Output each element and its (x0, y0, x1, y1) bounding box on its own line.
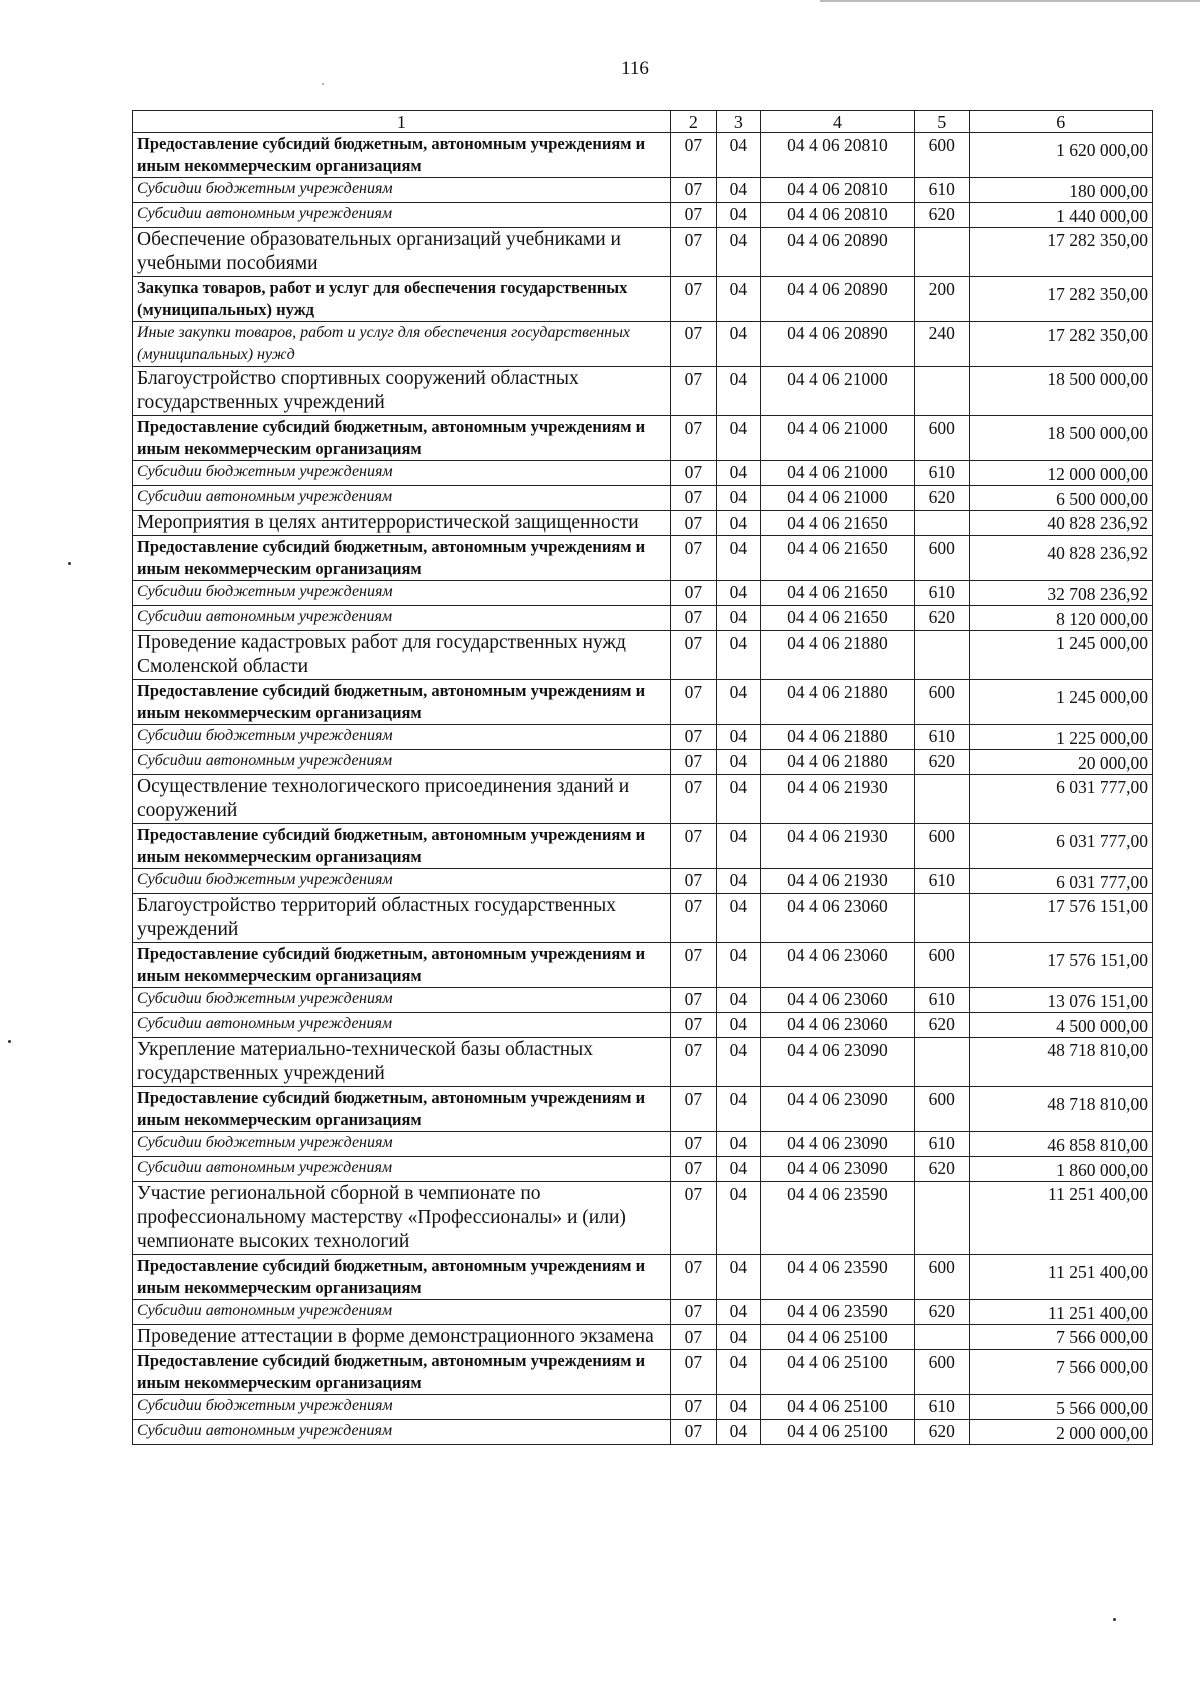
row-name-cell: Субсидии автономным учреждениям (133, 1013, 671, 1038)
row-name-cell: Предоставление субсидий бюджетным, автономным учреждениям и иным некоммерческим организациям (133, 536, 671, 581)
section-code-cell: 07 (670, 1038, 716, 1087)
amount-cell: 18 500 000,00 (969, 367, 1153, 416)
section-code-cell: 07 (670, 1300, 716, 1325)
section-code-cell: 07 (670, 581, 716, 606)
row-name-cell: Субсидии бюджетным учреждениям (133, 1132, 671, 1157)
amount-cell: 48 718 810,00 (969, 1038, 1153, 1087)
target-article-cell: 04 4 06 21880 (760, 680, 914, 725)
subsection-code-cell: 04 (716, 894, 760, 943)
expense-type-cell: 620 (915, 486, 970, 511)
target-article-cell: 04 4 06 21930 (760, 775, 914, 824)
expense-type-cell: 610 (915, 1395, 970, 1420)
target-article-cell: 04 4 06 20890 (760, 322, 914, 367)
table-row (133, 750, 1153, 775)
expense-type-cell: 620 (915, 750, 970, 775)
amount-cell: 11 251 400,00 (969, 1300, 1153, 1325)
table-body (133, 133, 1153, 1445)
column-number-1: 1 (133, 111, 671, 133)
expense-type-cell (915, 894, 970, 943)
subsection-code-cell: 04 (716, 1350, 760, 1395)
table-row (133, 203, 1153, 228)
table-row (133, 1300, 1153, 1325)
subsection-code-cell: 04 (716, 486, 760, 511)
amount-cell: 48 718 810,00 (969, 1087, 1153, 1132)
section-code-cell: 07 (670, 367, 716, 416)
amount-cell: 6 031 777,00 (969, 869, 1153, 894)
amount-cell: 1 440 000,00 (969, 203, 1153, 228)
target-article-cell: 04 4 06 21000 (760, 367, 914, 416)
target-article-cell: 04 4 06 23060 (760, 894, 914, 943)
target-article-cell: 04 4 06 25100 (760, 1350, 914, 1395)
subsection-code-cell: 04 (716, 203, 760, 228)
subsection-code-cell: 04 (716, 277, 760, 322)
subsection-code-cell: 04 (716, 775, 760, 824)
table-row (133, 943, 1153, 988)
section-code-cell: 07 (670, 203, 716, 228)
row-name-cell: Предоставление субсидий бюджетным, автономным учреждениям и иным некоммерческим организациям (133, 680, 671, 725)
section-code-cell: 07 (670, 943, 716, 988)
subsection-code-cell: 04 (716, 1395, 760, 1420)
section-code-cell: 07 (670, 869, 716, 894)
expense-type-cell: 600 (915, 133, 970, 178)
scan-top-edge-line (820, 0, 1200, 2)
amount-cell: 7 566 000,00 (969, 1350, 1153, 1395)
table-row (133, 869, 1153, 894)
expense-type-cell: 610 (915, 869, 970, 894)
row-name-cell: Проведение аттестации в форме демонстрационного экзамена (133, 1325, 671, 1350)
subsection-code-cell: 04 (716, 416, 760, 461)
subsection-code-cell: 04 (716, 1038, 760, 1087)
target-article-cell: 04 4 06 21650 (760, 536, 914, 581)
row-name-cell: Субсидии бюджетным учреждениям (133, 461, 671, 486)
table-row (133, 581, 1153, 606)
subsection-code-cell: 04 (716, 1325, 760, 1350)
amount-cell: 13 076 151,00 (969, 988, 1153, 1013)
subsection-code-cell: 04 (716, 1087, 760, 1132)
row-name-cell: Предоставление субсидий бюджетным, автономным учреждениям и иным некоммерческим организациям (133, 943, 671, 988)
row-name-cell: Субсидии автономным учреждениям (133, 1420, 671, 1445)
target-article-cell: 04 4 06 21650 (760, 606, 914, 631)
row-name-cell: Предоставление субсидий бюджетным, автономным учреждениям и иным некоммерческим организациям (133, 1350, 671, 1395)
section-code-cell: 07 (670, 988, 716, 1013)
amount-cell: 11 251 400,00 (969, 1255, 1153, 1300)
expense-type-cell: 600 (915, 1087, 970, 1132)
section-code-cell: 07 (670, 536, 716, 581)
section-code-cell: 07 (670, 1013, 716, 1038)
expense-type-cell (915, 228, 970, 277)
row-name-cell: Субсидии бюджетным учреждениям (133, 581, 671, 606)
subsection-code-cell: 04 (716, 1132, 760, 1157)
target-article-cell: 04 4 06 25100 (760, 1420, 914, 1445)
table-row (133, 277, 1153, 322)
scan-speck (1113, 1618, 1116, 1621)
row-name-cell: Благоустройство спортивных сооружений областных государственных учреждений (133, 367, 671, 416)
amount-cell: 8 120 000,00 (969, 606, 1153, 631)
row-name-cell: Предоставление субсидий бюджетным, автономным учреждениям и иным некоммерческим организациям (133, 824, 671, 869)
subsection-code-cell: 04 (716, 988, 760, 1013)
amount-cell: 11 251 400,00 (969, 1182, 1153, 1255)
subsection-code-cell: 04 (716, 367, 760, 416)
target-article-cell: 04 4 06 20810 (760, 133, 914, 178)
section-code-cell: 07 (670, 606, 716, 631)
expense-type-cell (915, 511, 970, 536)
table-row (133, 631, 1153, 680)
amount-cell: 1 245 000,00 (969, 680, 1153, 725)
row-name-cell: Субсидии автономным учреждениям (133, 1157, 671, 1182)
section-code-cell: 07 (670, 1182, 716, 1255)
expense-type-cell: 600 (915, 943, 970, 988)
target-article-cell: 04 4 06 23590 (760, 1255, 914, 1300)
expense-type-cell (915, 775, 970, 824)
amount-cell: 12 000 000,00 (969, 461, 1153, 486)
table-row (133, 1255, 1153, 1300)
subsection-code-cell: 04 (716, 1013, 760, 1038)
expense-type-cell: 620 (915, 1157, 970, 1182)
target-article-cell: 04 4 06 23090 (760, 1038, 914, 1087)
target-article-cell: 04 4 06 21000 (760, 486, 914, 511)
subsection-code-cell: 04 (716, 322, 760, 367)
amount-cell: 7 566 000,00 (969, 1325, 1153, 1350)
table-row (133, 178, 1153, 203)
scan-speck (322, 83, 324, 85)
amount-cell: 40 828 236,92 (969, 511, 1153, 536)
subsection-code-cell: 04 (716, 824, 760, 869)
expense-type-cell: 600 (915, 536, 970, 581)
target-article-cell: 04 4 06 23090 (760, 1087, 914, 1132)
section-code-cell: 07 (670, 680, 716, 725)
amount-cell: 1 225 000,00 (969, 725, 1153, 750)
row-name-cell: Субсидии автономным учреждениям (133, 750, 671, 775)
subsection-code-cell: 04 (716, 536, 760, 581)
expense-type-cell: 620 (915, 1420, 970, 1445)
amount-cell: 17 282 350,00 (969, 322, 1153, 367)
target-article-cell: 04 4 06 20810 (760, 203, 914, 228)
row-name-cell: Мероприятия в целях антитеррористической защищенности (133, 511, 671, 536)
target-article-cell: 04 4 06 21880 (760, 631, 914, 680)
table-row (133, 416, 1153, 461)
subsection-code-cell: 04 (716, 1255, 760, 1300)
column-number-6: 6 (969, 111, 1153, 133)
row-name-cell: Закупка товаров, работ и услуг для обеспечения государственных (муниципальных) нужд (133, 277, 671, 322)
table-row (133, 1182, 1153, 1255)
table-row (133, 228, 1153, 277)
row-name-cell: Субсидии бюджетным учреждениям (133, 988, 671, 1013)
section-code-cell: 07 (670, 1350, 716, 1395)
section-code-cell: 07 (670, 461, 716, 486)
section-code-cell: 07 (670, 775, 716, 824)
target-article-cell: 04 4 06 21880 (760, 750, 914, 775)
amount-cell: 18 500 000,00 (969, 416, 1153, 461)
table-row (133, 367, 1153, 416)
amount-cell: 32 708 236,92 (969, 581, 1153, 606)
target-article-cell: 04 4 06 23060 (760, 988, 914, 1013)
section-code-cell: 07 (670, 322, 716, 367)
subsection-code-cell: 04 (716, 178, 760, 203)
expense-type-cell: 600 (915, 680, 970, 725)
target-article-cell: 04 4 06 23090 (760, 1157, 914, 1182)
section-code-cell: 07 (670, 133, 716, 178)
expense-type-cell (915, 631, 970, 680)
subsection-code-cell: 04 (716, 943, 760, 988)
expense-type-cell: 620 (915, 1013, 970, 1038)
expense-type-cell: 200 (915, 277, 970, 322)
table-row (133, 1350, 1153, 1395)
row-name-cell: Благоустройство территорий областных государственных учреждений (133, 894, 671, 943)
table-row (133, 725, 1153, 750)
target-article-cell: 04 4 06 23060 (760, 943, 914, 988)
expense-type-cell: 620 (915, 606, 970, 631)
section-code-cell: 07 (670, 750, 716, 775)
section-code-cell: 07 (670, 1255, 716, 1300)
section-code-cell: 07 (670, 631, 716, 680)
amount-cell: 17 576 151,00 (969, 943, 1153, 988)
expense-type-cell: 620 (915, 203, 970, 228)
expense-type-cell: 600 (915, 1350, 970, 1395)
target-article-cell: 04 4 06 23590 (760, 1182, 914, 1255)
column-number-3: 3 (716, 111, 760, 133)
row-name-cell: Субсидии автономным учреждениям (133, 1300, 671, 1325)
section-code-cell: 07 (670, 228, 716, 277)
section-code-cell: 07 (670, 894, 716, 943)
expense-type-cell (915, 1325, 970, 1350)
subsection-code-cell: 04 (716, 631, 760, 680)
expense-type-cell: 240 (915, 322, 970, 367)
subsection-code-cell: 04 (716, 511, 760, 536)
row-name-cell: Субсидии автономным учреждениям (133, 486, 671, 511)
row-name-cell: Субсидии бюджетным учреждениям (133, 178, 671, 203)
table-row (133, 1132, 1153, 1157)
table-row (133, 1420, 1153, 1445)
subsection-code-cell: 04 (716, 680, 760, 725)
subsection-code-cell: 04 (716, 869, 760, 894)
table-row (133, 1087, 1153, 1132)
amount-cell: 20 000,00 (969, 750, 1153, 775)
target-article-cell: 04 4 06 23060 (760, 1013, 914, 1038)
section-code-cell: 07 (670, 1420, 716, 1445)
target-article-cell: 04 4 06 21650 (760, 581, 914, 606)
amount-cell: 6 031 777,00 (969, 824, 1153, 869)
table-row (133, 775, 1153, 824)
section-code-cell: 07 (670, 1087, 716, 1132)
target-article-cell: 04 4 06 25100 (760, 1395, 914, 1420)
section-code-cell: 07 (670, 1325, 716, 1350)
row-name-cell: Предоставление субсидий бюджетным, автономным учреждениям и иным некоммерческим организациям (133, 1087, 671, 1132)
row-name-cell: Предоставление субсидий бюджетным, автономным учреждениям и иным некоммерческим организациям (133, 1255, 671, 1300)
row-name-cell: Субсидии бюджетным учреждениям (133, 869, 671, 894)
row-name-cell: Предоставление субсидий бюджетным, автономным учреждениям и иным некоммерческим организациям (133, 416, 671, 461)
expense-type-cell: 610 (915, 178, 970, 203)
table-row (133, 1325, 1153, 1350)
target-article-cell: 04 4 06 20890 (760, 228, 914, 277)
target-article-cell: 04 4 06 23090 (760, 1132, 914, 1157)
expense-type-cell: 600 (915, 416, 970, 461)
row-name-cell: Укрепление материально-технической базы областных государственных учреждений (133, 1038, 671, 1087)
table-row (133, 536, 1153, 581)
budget-table (132, 110, 1153, 1445)
amount-cell: 4 500 000,00 (969, 1013, 1153, 1038)
target-article-cell: 04 4 06 25100 (760, 1325, 914, 1350)
amount-cell: 180 000,00 (969, 178, 1153, 203)
row-name-cell: Субсидии автономным учреждениям (133, 606, 671, 631)
subsection-code-cell: 04 (716, 581, 760, 606)
amount-cell: 46 858 810,00 (969, 1132, 1153, 1157)
subsection-code-cell: 04 (716, 606, 760, 631)
amount-cell: 40 828 236,92 (969, 536, 1153, 581)
subsection-code-cell: 04 (716, 133, 760, 178)
subsection-code-cell: 04 (716, 1157, 760, 1182)
row-name-cell: Проведение кадастровых работ для государственных нужд Смоленской области (133, 631, 671, 680)
scan-speck (68, 562, 71, 565)
target-article-cell: 04 4 06 21930 (760, 824, 914, 869)
subsection-code-cell: 04 (716, 1420, 760, 1445)
expense-type-cell: 600 (915, 824, 970, 869)
expense-type-cell (915, 1182, 970, 1255)
target-article-cell: 04 4 06 21000 (760, 416, 914, 461)
section-code-cell: 07 (670, 1132, 716, 1157)
row-name-cell: Субсидии бюджетным учреждениям (133, 1395, 671, 1420)
amount-cell: 17 576 151,00 (969, 894, 1153, 943)
expense-type-cell: 610 (915, 581, 970, 606)
column-number-4: 4 (760, 111, 914, 133)
amount-cell: 6 500 000,00 (969, 486, 1153, 511)
table-row (133, 824, 1153, 869)
section-code-cell: 07 (670, 416, 716, 461)
target-article-cell: 04 4 06 20810 (760, 178, 914, 203)
target-article-cell: 04 4 06 21930 (760, 869, 914, 894)
table-row (133, 511, 1153, 536)
expense-type-cell (915, 1038, 970, 1087)
row-name-cell: Обеспечение образовательных организаций учебниками и учебными пособиями (133, 228, 671, 277)
target-article-cell: 04 4 06 23590 (760, 1300, 914, 1325)
section-code-cell: 07 (670, 1157, 716, 1182)
page-number: 116 (621, 58, 649, 79)
target-article-cell: 04 4 06 20890 (760, 277, 914, 322)
target-article-cell: 04 4 06 21880 (760, 725, 914, 750)
table-header-row (133, 111, 1153, 133)
subsection-code-cell: 04 (716, 750, 760, 775)
table-row (133, 894, 1153, 943)
subsection-code-cell: 04 (716, 1182, 760, 1255)
amount-cell: 1 860 000,00 (969, 1157, 1153, 1182)
expense-type-cell: 610 (915, 725, 970, 750)
expense-type-cell (915, 367, 970, 416)
target-article-cell: 04 4 06 21000 (760, 461, 914, 486)
section-code-cell: 07 (670, 178, 716, 203)
amount-cell: 1 245 000,00 (969, 631, 1153, 680)
amount-cell: 1 620 000,00 (969, 133, 1153, 178)
subsection-code-cell: 04 (716, 1300, 760, 1325)
amount-cell: 2 000 000,00 (969, 1420, 1153, 1445)
target-article-cell: 04 4 06 21650 (760, 511, 914, 536)
table-row (133, 988, 1153, 1013)
expense-type-cell: 610 (915, 988, 970, 1013)
row-name-cell: Осуществление технологического присоединения зданий и сооружений (133, 775, 671, 824)
expense-type-cell: 620 (915, 1300, 970, 1325)
row-name-cell: Субсидии автономным учреждениям (133, 203, 671, 228)
table-row (133, 606, 1153, 631)
subsection-code-cell: 04 (716, 461, 760, 486)
row-name-cell: Участие региональной сборной в чемпионате по профессиональному мастерству «Профессионалы» и (или) чемпионате высоких технологий (133, 1182, 671, 1255)
section-code-cell: 07 (670, 511, 716, 536)
column-number-5: 5 (915, 111, 970, 133)
row-name-cell: Иные закупки товаров, работ и услуг для обеспечения государственных (муниципальных) нужд (133, 322, 671, 367)
section-code-cell: 07 (670, 1395, 716, 1420)
table-row (133, 1157, 1153, 1182)
amount-cell: 6 031 777,00 (969, 775, 1153, 824)
amount-cell: 17 282 350,00 (969, 277, 1153, 322)
table-row (133, 1038, 1153, 1087)
section-code-cell: 07 (670, 277, 716, 322)
expense-type-cell: 600 (915, 1255, 970, 1300)
table-row (133, 1395, 1153, 1420)
section-code-cell: 07 (670, 486, 716, 511)
amount-cell: 5 566 000,00 (969, 1395, 1153, 1420)
subsection-code-cell: 04 (716, 228, 760, 277)
table-row (133, 680, 1153, 725)
table-row (133, 461, 1153, 486)
scan-speck (8, 1040, 11, 1043)
column-number-2: 2 (670, 111, 716, 133)
row-name-cell: Субсидии бюджетным учреждениям (133, 725, 671, 750)
amount-cell: 17 282 350,00 (969, 228, 1153, 277)
expense-type-cell: 610 (915, 461, 970, 486)
table-row (133, 486, 1153, 511)
subsection-code-cell: 04 (716, 725, 760, 750)
section-code-cell: 07 (670, 824, 716, 869)
table-row (133, 1013, 1153, 1038)
table-row (133, 133, 1153, 178)
table-row (133, 322, 1153, 367)
section-code-cell: 07 (670, 725, 716, 750)
row-name-cell: Предоставление субсидий бюджетным, автономным учреждениям и иным некоммерческим организациям (133, 133, 671, 178)
expense-type-cell: 610 (915, 1132, 970, 1157)
